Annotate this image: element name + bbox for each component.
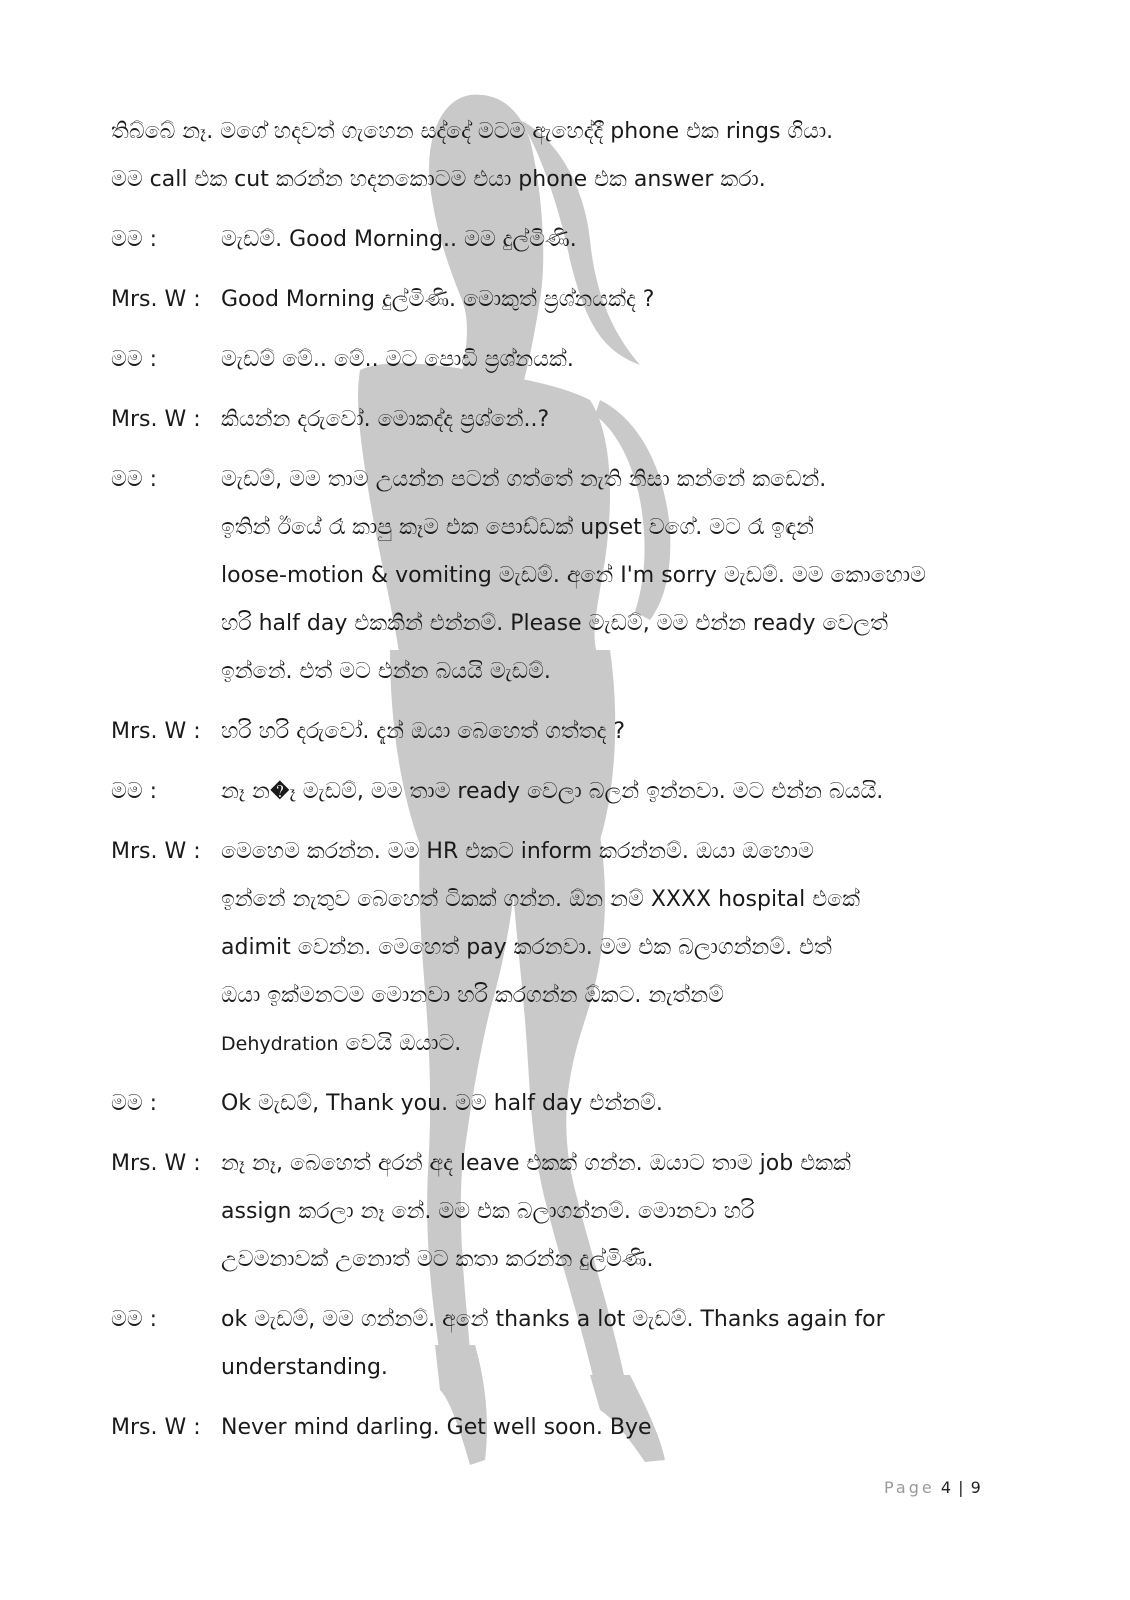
speech-line: උවමනාවක් උනොත් මට කතා කරන්න දුල්මිණි. — [221, 1247, 654, 1272]
speaker-label: මම : — [111, 467, 158, 492]
dialogue-entry — [111, 1296, 1011, 1392]
speech-line: ඉන්නේ. එත් මට එන්න බයයි මැඩම්. — [221, 659, 551, 684]
speech-text — [221, 768, 1011, 816]
speech-line: Good Morning දුල්මිණි. මොකුත් ප්‍රශ්නයක්ද ? — [221, 287, 655, 312]
speech-line: ඔයා ඉක්මනටම මොනවා හරි කරගන්න ඕකට. නැත්නම් — [221, 983, 724, 1008]
page-label: Page — [884, 1478, 935, 1497]
intro-line: මම call එක cut කරන්න හදනකොටම එයා phone එක answer කරා. — [111, 167, 766, 192]
speech-line: ඉන්නේ නැතුව බෙහෙත් ටිකක් ගන්න. ඕන නම් XXXX hospital එකේ — [221, 887, 861, 912]
speech-text — [221, 708, 1011, 756]
speaker-label: Mrs. W : — [111, 719, 201, 744]
intro-line: තිබ්බේ නෑ. මගේ හදවත් ගැහෙන සද්දේ මටම ඇහෙද්දී phone එක rings ගියා. — [111, 119, 834, 144]
dialogue-entry — [111, 216, 1011, 264]
speech-line: හරි half day එකකින් එන්නම්. Please මැඩම්, මම එන්න ready වෙලත් — [221, 611, 888, 636]
speaker-label: Mrs. W : — [111, 407, 201, 432]
speech-line: adimit වෙන්න. මෙහෙත් pay කරනවා. මම එක බලාගන්නම්. එත් — [221, 935, 832, 960]
speech-text — [221, 276, 1011, 324]
page-separator: | — [958, 1478, 965, 1497]
speech-line-rest: වෙයි ඔයාට. — [338, 1031, 462, 1056]
dialogue-entry — [111, 276, 1011, 324]
speech-text — [221, 1404, 1011, 1452]
speech-line: Ok මැඩම්, Thank you. මම half day එන්නම්. — [221, 1091, 663, 1116]
dialogue-entry — [111, 456, 1011, 696]
speech-line: assign කරලා නෑ නේ. මම එක බලාගන්නම්. මොනවා හරි — [221, 1199, 755, 1224]
speech-text — [221, 336, 1011, 384]
speech-line: මැඩම්, මම තාම උයන්න පටන් ගත්තේ නැති නිසා කන්නේ කඩෙන්. — [221, 467, 827, 492]
page-number: 4 — [940, 1478, 953, 1497]
speaker-label: Mrs. W : — [111, 1151, 201, 1176]
speech-text — [221, 396, 1011, 444]
dialogue-entry — [111, 396, 1011, 444]
speech-text — [221, 216, 1011, 264]
speech-text — [221, 828, 1011, 1068]
document-body — [111, 108, 1011, 1464]
speech-line: Never mind darling. Get well soon. Bye — [221, 1415, 652, 1440]
speaker-label: මම : — [111, 1307, 158, 1332]
speech-line: ඉතින් ඊයේ රෑ කාපු කෑම එක පොඩ්ඩක් upset වගේ. මට රෑ ඉඳන් — [221, 515, 815, 540]
speaker-label: මම : — [111, 779, 158, 804]
speech-line — [221, 1020, 1011, 1068]
speech-line: හරි හරි දරුවෝ. දැන් ඔයා බෙහෙත් ගත්තද ? — [221, 719, 626, 744]
speech-line: කියන්න දරුවෝ. මොකද්ද ප්‍රශ්නේ..? — [221, 407, 550, 432]
small-text: Dehydration — [221, 1033, 339, 1055]
speaker-label: Mrs. W : — [111, 839, 201, 864]
intro-paragraph — [111, 108, 1011, 204]
speech-line: නෑ න�ෑ මැඩම්, මම තාම ready වෙලා බලන් ඉන්නවා. මට එන්න බයයි. — [221, 779, 884, 804]
speech-line: මෙහෙම කරන්න. මම HR එකට inform කරන්නම්. ඔයා ඔහොම — [221, 839, 814, 864]
speech-line: මැඩම් මේ.. මේ.. මට පොඩි ප්‍රශ්නයක්. — [221, 347, 574, 372]
speaker-label: මම : — [111, 227, 158, 252]
speaker-label: Mrs. W : — [111, 1415, 201, 1440]
speech-text — [221, 1296, 1011, 1392]
speaker-label: මම : — [111, 347, 158, 372]
speaker-label: මම : — [111, 1091, 158, 1116]
speech-line: නෑ නෑ, බෙහෙත් අරන් අද leave එකක් ගන්න. ඔයාට තාම job එකක් — [221, 1151, 851, 1176]
dialogue-entry — [111, 336, 1011, 384]
speech-text — [221, 1140, 1011, 1284]
dialogue-entry — [111, 1140, 1011, 1284]
dialogue-entry — [111, 828, 1011, 1068]
page-footer — [884, 1478, 982, 1497]
speech-text — [221, 456, 1011, 696]
dialogue-entry — [111, 768, 1011, 816]
speech-text — [221, 1080, 1011, 1128]
speech-line: මැඩම්. Good Morning.. මම දුල්මිණි. — [221, 227, 577, 252]
speech-line: understanding. — [221, 1355, 388, 1380]
speaker-label: Mrs. W : — [111, 287, 201, 312]
dialogue-entry — [111, 1080, 1011, 1128]
dialogue-entry — [111, 708, 1011, 756]
dialogue-entry — [111, 1404, 1011, 1452]
speech-line: ok මැඩම්, මම ගන්නම්. අනේ thanks a lot මැඩම්. Thanks again for — [221, 1307, 885, 1332]
speech-line: loose-motion & vomiting මැඩම්. අනේ I'm sorry මැඩම්. මම කොහොම — [221, 563, 926, 588]
total-pages: 9 — [970, 1478, 982, 1497]
